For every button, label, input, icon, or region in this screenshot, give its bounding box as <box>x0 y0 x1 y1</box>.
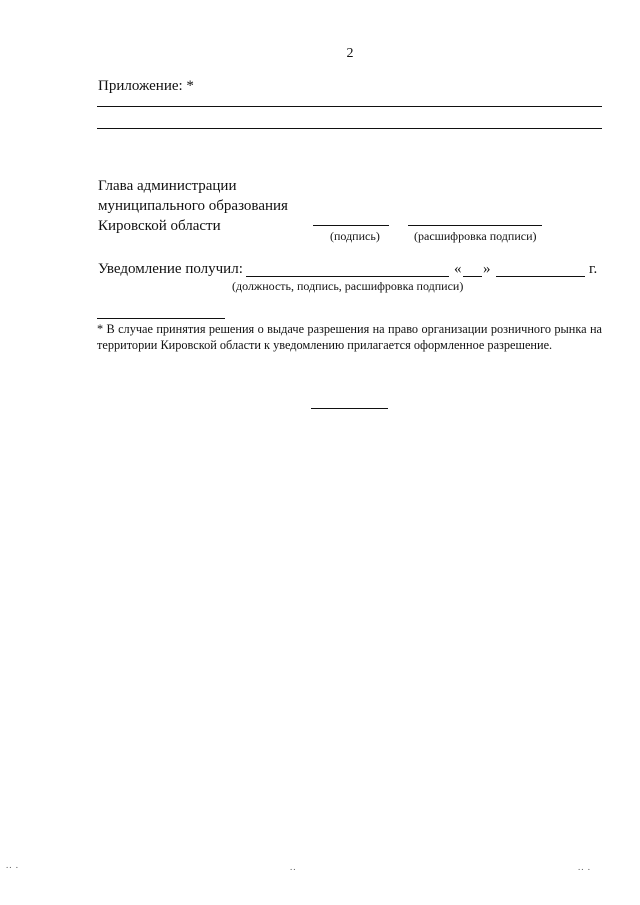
signature-decoding-caption: (расшифровка подписи) <box>414 229 537 243</box>
closing-line <box>311 408 388 409</box>
attachment-line-1 <box>97 106 602 107</box>
attachment-line-2 <box>97 128 602 129</box>
attachment-label: Приложение: * <box>98 78 194 94</box>
signatory-line-1: Глава администрации <box>98 178 237 194</box>
scan-speck-left: .. . <box>6 860 19 870</box>
date-day-line <box>463 276 482 277</box>
signatory-line-3: Кировской области <box>98 218 221 234</box>
footnote-text: * В случае принятия решения о выдаче разрешения на право организации розничного рынка на территории Кировской области к уведомлению прилагается оформленное разрешение. <box>97 322 602 352</box>
notification-caption: (должность, подпись, расшифровка подписи) <box>232 279 464 293</box>
notification-label: Уведомление получил: <box>98 261 243 277</box>
date-month-line <box>496 276 585 277</box>
scan-speck-center: .. <box>290 862 297 872</box>
date-quote-open: « <box>454 261 462 277</box>
signature-caption: (подпись) <box>330 229 380 243</box>
notification-recipient-line <box>246 276 449 277</box>
signatory-position <box>98 176 288 236</box>
scan-speck-right: .. . <box>578 862 591 872</box>
signature-decoding-line <box>408 225 542 226</box>
signatory-line-2: муниципального образования <box>98 198 288 214</box>
signature-line <box>313 225 389 226</box>
page-number: 2 <box>346 46 354 61</box>
footnote-separator <box>97 318 225 319</box>
date-quote-close: » <box>483 261 491 277</box>
year-suffix: г. <box>589 261 598 277</box>
